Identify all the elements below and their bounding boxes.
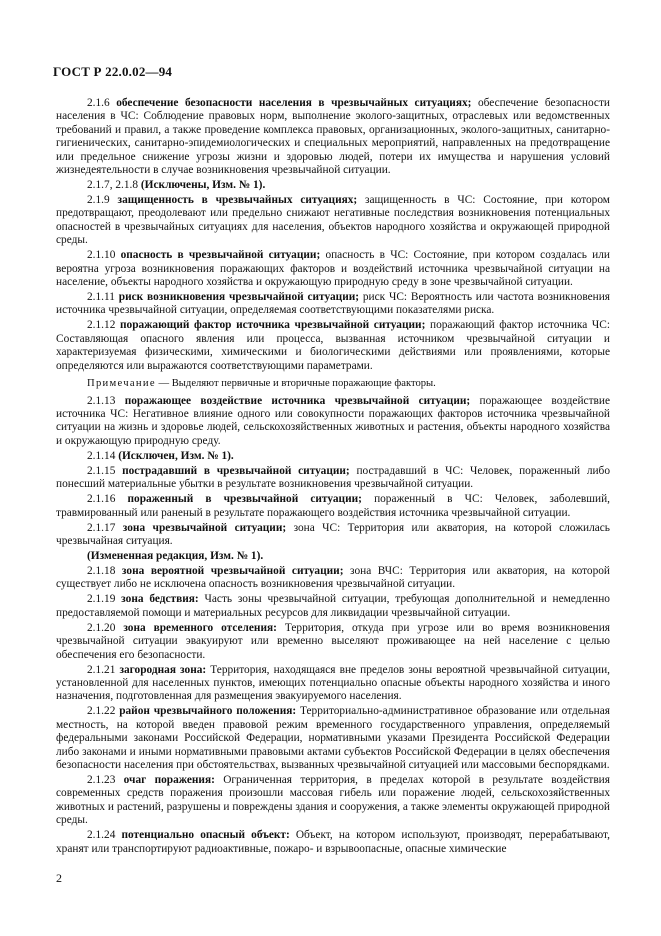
definition-text: Территориально-административное образование или отдельная местность, на которой введен правовой режим временного государственного управления, определяемый федеральными законами Российской Федерации, нормативными указами Президента Российской Федерации либо законами и иными нормативными правовыми актами субъектов Российской Федерации в целях обеспечения безопасности населения при обстоятельствах, вызванных чрезвычайной ситуацией или массовыми беспорядками.	[56, 705, 610, 771]
defined-term: обеспечение безопасности населения в чрезвычайных ситуациях;	[116, 97, 472, 109]
definition-paragraph	[56, 194, 610, 248]
defined-term: зона вероятной чрезвычайной ситуации;	[121, 564, 344, 577]
definition-text: поражающий фактор источника ЧС: Составляющая опасного явления или процесса, вызванная источником чрезвычайной ситуации и характеризуемая физическими, химическими и биологическими действиями или проявлениями, которые определяются или выражаются соответствующими параметрами.	[56, 319, 611, 372]
definitions-block-2	[56, 395, 610, 549]
definition-paragraph	[56, 565, 610, 592]
definition-paragraph	[56, 774, 610, 828]
clause-number: 2.1.21	[87, 663, 116, 676]
definition-text: зона ЧС: Территория или акватория, на которой сложилась чрезвычайная ситуация.	[56, 521, 610, 547]
defined-term: пораженный в чрезвычайной ситуации;	[127, 493, 362, 506]
clause-number: 2.1.20	[87, 621, 116, 634]
defined-term: очаг поражения:	[123, 774, 215, 786]
definition-text: опасность в ЧС: Состояние, при котором создалась или вероятна угроза возникновения поражающих факторов и воздействий источника чрезвычайной ситуации на население, объекты народного хозяйства и окружающую природную среду в зоне чрезвычайной ситуации.	[56, 249, 610, 289]
clause-number: 2.1.22	[87, 705, 116, 718]
defined-term: загородная зона:	[119, 663, 207, 676]
definitions-block-1	[56, 97, 610, 373]
defined-term: защищенность в чрезвычайных ситуациях;	[117, 194, 358, 207]
clause-number: 2.1.14	[87, 449, 116, 462]
clause-number: 2.1.16	[87, 493, 116, 506]
clause-number: 2.1.24	[87, 829, 116, 842]
defined-term: (Исключен, Изм. № 1).	[118, 449, 234, 462]
defined-term: риск возникновения чрезвычайной ситуации;	[118, 291, 360, 304]
definition-text: Объект, на котором используют, производят, перерабатывают, хранят или транспортируют радиоактивные, пожаро- и взрывоопасные, опасные химические	[56, 829, 610, 855]
defined-term: зона бедствия:	[121, 593, 199, 606]
clause-number: 2.1.15	[87, 464, 116, 477]
definition-text: зона ВЧС: Территория или акватория, на которой существует либо не исключена опасность возникновения чрезвычайной ситуации.	[56, 564, 610, 591]
definition-text: Территория, находящаяся вне пределов зоны вероятной чрезвычайной ситуации, установленной для населенных пунктов, имеющих потенциально опасные объекты народного хозяйства и иного назначения, подготовленная для размещения эвакуируемого населения.	[56, 663, 610, 703]
definition-paragraph	[56, 395, 610, 449]
defined-term: поражающее воздействие источника чрезвычайной ситуации;	[124, 394, 471, 407]
definition-paragraph	[56, 450, 610, 463]
definition-paragraph	[56, 593, 610, 620]
defined-term: (Исключены, Изм. № 1).	[140, 179, 266, 192]
definition-paragraph	[56, 179, 610, 192]
defined-term: потенциально опасный объект:	[121, 829, 290, 842]
defined-term: зона временного отселения:	[123, 621, 277, 634]
definition-paragraph	[56, 522, 610, 549]
definition-text: Территория, откуда при угрозе или во время возникновения чрезвычайной ситуации эвакуируют или временно выселяют проживающее на ней население с целью обеспечения его безопасности.	[56, 621, 611, 661]
definition-paragraph	[56, 319, 610, 373]
clause-number: 2.1.7, 2.1.8	[87, 179, 139, 192]
definition-paragraph	[56, 97, 610, 177]
definition-text: пострадавший в ЧС: Человек, пораженный либо понесший материальные убытки в результате возникновения чрезвычайной ситуации.	[56, 464, 611, 491]
defined-term: зона чрезвычайной ситуации;	[122, 521, 287, 534]
clause-number: 2.1.9	[87, 194, 110, 207]
definition-text: риск ЧС: Вероятность или частота возникновения источника чрезвычайной ситуации, определяемая соответствующими показателями риска.	[56, 291, 610, 317]
definition-paragraph	[56, 664, 610, 704]
page-number: 2	[56, 871, 62, 885]
definitions-block-3	[56, 565, 610, 856]
definition-paragraph	[56, 622, 610, 662]
definition-text: поражающее воздействие источника ЧС: Негативное влияние одного или совокупности поражающих факторов источника чрезвычайной ситуации на жизнь и здоровье людей, сельскохозяйственных животных и растения, объекты народного хозяйства и окружающую природную среду.	[56, 394, 610, 447]
clause-number: 2.1.10	[87, 249, 116, 262]
definition-text: защищенность в ЧС: Состояние, при котором предотвращают, преодолевают или предельно снижают негативные последствия возникновения потенциальных опасностей в чрезвычайных ситуациях для населения, объектов народного хозяйства и окружающей природной среды.	[56, 194, 610, 247]
revision-note: (Измененная редакция, Изм. № 1).	[87, 549, 264, 562]
clause-number: 2.1.18	[87, 564, 116, 577]
defined-term: район чрезвычайного положения:	[119, 705, 297, 718]
defined-term: пострадавший в чрезвычайной ситуации;	[122, 464, 350, 477]
definition-paragraph	[56, 829, 610, 856]
definition-paragraph	[56, 705, 610, 772]
note-label: Примечание	[87, 378, 156, 390]
definition-text: Ограниченная территория, в пределах которой в результате воздействия современных средств поражения произошли массовая гибель или поражение людей, сельскохозяйственных животных и растений, разрушены и повреждены здания и сооружения, а также элементы окружающей природной среды.	[56, 774, 610, 827]
clause-number: 2.1.17	[87, 521, 116, 534]
definition-text: Часть зоны чрезвычайной ситуации, требующая дополнительной и немедленно предоставляемой помощи и материальных ресурсов для ликвидации чрезвычайной ситуации.	[56, 593, 610, 619]
defined-term: поражающий фактор источника чрезвычайной ситуации;	[119, 319, 426, 332]
clause-number: 2.1.11	[87, 291, 115, 304]
definition-paragraph	[56, 465, 610, 492]
definition-paragraph	[56, 493, 610, 520]
definition-text: обеспечение безопасности населения в ЧС: Соблюдение правовых норм, выполнение эколого-защитных, отраслевых или ведомственных требований и правил, а также проведение комплекса правовых, организационных, эколого-защитных, санитарно-гигиенических, санитарно-эпидемиологических и специальных мероприятий, направленных на предотвращение или предельное снижение угрозы жизни и здоровью людей, потери их имущества и нарушения условий жизнедеятельности в случае возникновения чрезвычайной ситуации.	[56, 97, 610, 177]
document-body	[56, 97, 610, 858]
clause-number: 2.1.6	[87, 97, 110, 109]
clause-number: 2.1.19	[87, 593, 116, 606]
clause-number: 2.1.13	[87, 394, 116, 407]
clause-number: 2.1.12	[87, 319, 116, 332]
definition-paragraph	[56, 249, 610, 289]
note-text: — Выделяют первичные и вторичные поражающие факторы.	[158, 378, 436, 390]
document-code-header: ГОСТ Р 22.0.02—94	[53, 64, 173, 79]
note-paragraph	[56, 377, 610, 390]
definition-paragraph	[56, 291, 610, 318]
clause-number: 2.1.23	[87, 774, 116, 786]
defined-term: опасность в чрезвычайной ситуации;	[120, 249, 321, 262]
definition-text: пораженный в ЧС: Человек, заболевший, травмированный или раненый в результате поражающего воздействия источника чрезвычайной ситуации.	[56, 493, 610, 519]
